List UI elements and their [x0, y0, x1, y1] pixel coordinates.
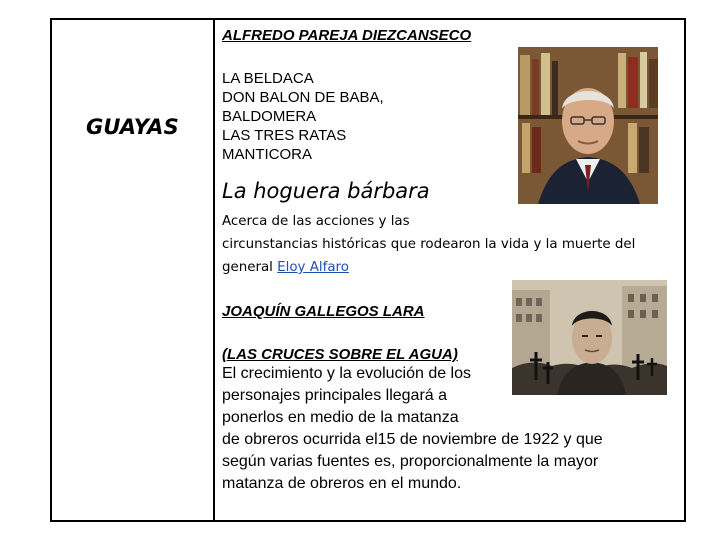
author1-work-3: BALDOMERA [222, 108, 317, 125]
author1-work-2: DON BALON DE BABA, [222, 89, 384, 106]
author1-desc-tail: general [222, 260, 273, 275]
author2-name: JOAQUÍN GALLEGOS LARA [222, 303, 425, 320]
author1-desc-line-3 [222, 260, 349, 275]
author1-desc-line-2: circunstancias históricas que rodearon la vida y la muerte del [222, 237, 636, 252]
column-divider [213, 18, 215, 522]
region-label: GUAYAS [86, 115, 179, 139]
author2-desc-line-2: personajes principales llegará a [222, 387, 448, 404]
author1-portrait [518, 47, 658, 204]
featured-title: La hoguera bárbara [222, 179, 430, 203]
author2-desc-line-5: según varias fuentes es, proporcionalmente la mayor [222, 453, 599, 470]
author1-work-5: MANTICORA [222, 146, 312, 163]
author2-portrait [512, 280, 667, 395]
author1-work-4: LAS TRES RATAS [222, 127, 347, 144]
author2-work-title: (LAS CRUCES SOBRE EL AGUA) [222, 346, 458, 363]
author2-desc-line-4: de obreros ocurrida el15 de noviembre de 1922 y que [222, 431, 603, 448]
author1-work-1: LA BELDACA [222, 70, 314, 87]
author2-desc-line-6: matanza de obreros en el mundo. [222, 475, 462, 492]
author2-desc-line-3: ponerlos en medio de la matanza [222, 409, 459, 426]
eloy-alfaro-link[interactable]: Eloy Alfaro [277, 260, 349, 275]
author2-portrait-graphic [512, 280, 667, 395]
author1-desc-line-1: Acerca de las acciones y las [222, 214, 410, 229]
author1-portrait-graphic [518, 47, 658, 204]
author2-desc-line-1: El crecimiento y la evolución de los [222, 365, 472, 382]
author1-name: ALFREDO PAREJA DIEZCANSECO [222, 27, 472, 44]
